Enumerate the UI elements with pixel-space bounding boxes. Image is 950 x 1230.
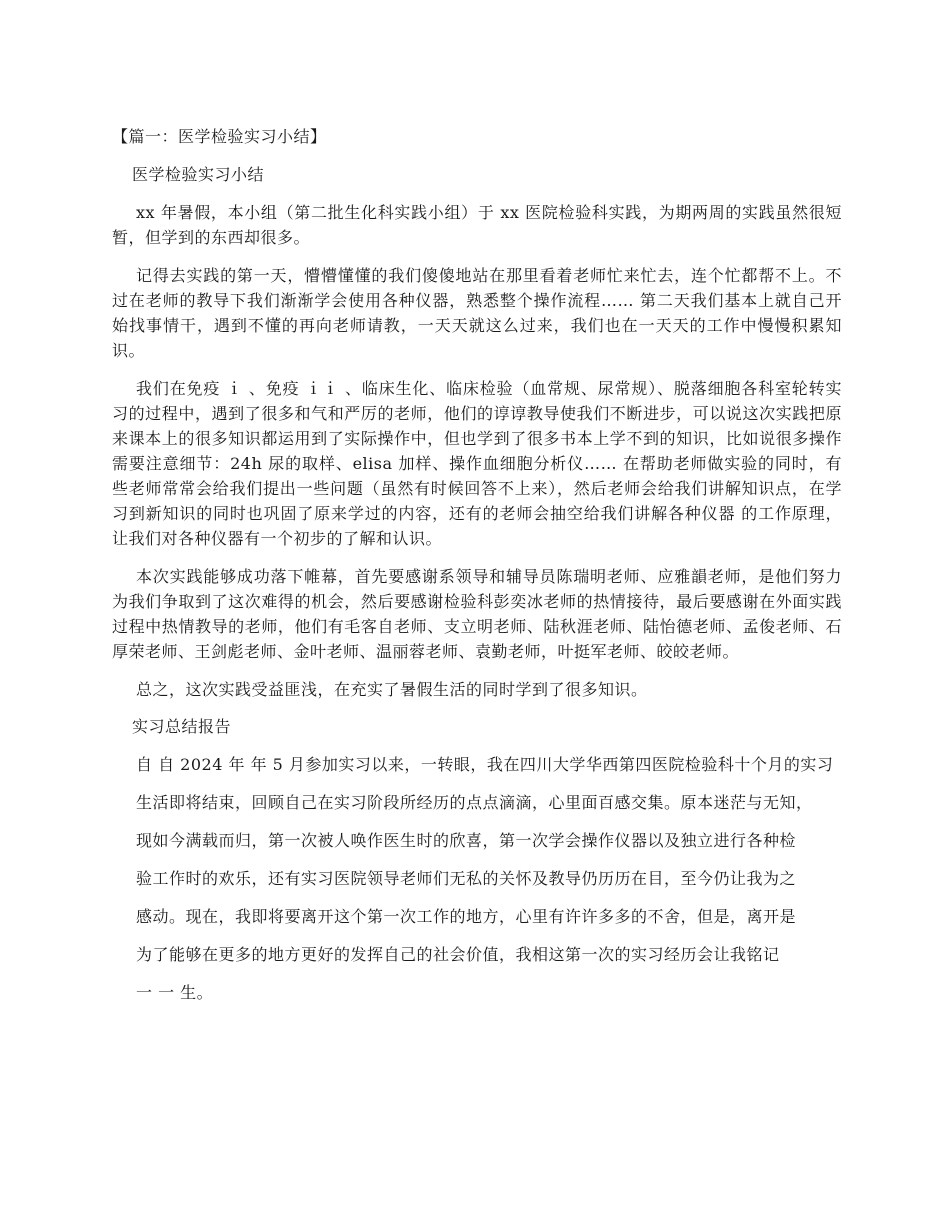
paragraph: 一 一 生。	[136, 983, 214, 1002]
paragraph: xx 年暑假，本小组（第二批生化科实践小组）于 xx 医院检验科实践，为期两周的实践虽然很短暂，但学到的东西却很多。	[112, 203, 842, 247]
paragraph: 本次实践能够成功落下帷幕，首先要感谢系领导和辅导员陈瑞明老师、应雅韻老师，是他们努力为我们争取到了这次难得的机会，然后要感谢检验科彭奕冰老师的热情接待，最后要感谢在外面实践过程中热情教导的老师，他们有毛客自老师、支立明老师、陆秋涯老师、陆怡德老师、孟俊老师、石厚荣老师、王剑彪老师、金叶老师、温丽蓉老师、袁勤老师，叶挺军老师、皎皎老师。	[112, 567, 842, 661]
paragraph: 我们在免疫 ｉ 、免疫 ｉｉ 、临床生化、临床检验（血常规、尿常规）、脱落细胞各科室轮转实习的过程中，遇到了很多和气和严厉的老师，他们的谆谆教导使我们不断进步，可以说这次实践把原来课本上的很多知识都运用到了实际操作中，但也学到了很多书本上学不到的知识，比如说很多操作需要注意细节：24h 尿的取样、elisa 加样、操作血细胞分析仪…… 在帮助老师做实验的同时，有些老师常常会给我们提出一些问题（虽然有时候回答不上来），然后老师会给我们讲解知识点，在学习到新知识的同时也巩固了原来学过的内容，还有的老师会抽空给我们讲解各种仪器 的工作原理，让我们对各种仪器有一个初步的了解和认识。	[112, 379, 842, 548]
section-heading: 【篇一：医学检验实习小结】	[112, 127, 327, 146]
paragraph: 为了能够在更多的地方更好的发挥自己的社会价值，我相这第一次的实习经历会让我铭记	[136, 945, 780, 964]
paragraph: 感动。现在，我即将要离开这个第一次工作的地方，心里有许许多多的不舍，但是，离开是	[136, 907, 797, 926]
paragraph: 自 自 2024 年 年 5 月参加实习以来，一转眼，我在四川大学华西第四医院检验科十个月的实习	[136, 755, 834, 774]
document-title: 医学检验实习小结	[132, 165, 265, 184]
report-title: 实习总结报告	[132, 717, 232, 736]
paragraph: 生活即将结束，回顾自己在实习阶段所经历的点点滴滴，心里面百感交集。原本迷茫与无知，	[136, 793, 813, 812]
paragraph: 验工作时的欢乐，还有实习医院领导老师们无私的关怀及教导仍历历在目，至今仍让我为之	[136, 869, 797, 888]
document-page	[112, 124, 842, 1018]
paragraph: 总之，这次实践受益匪浅，在充实了暑假生活的同时学到了很多知识。	[136, 680, 648, 699]
paragraph: 记得去实践的第一天，懵懵懂懂的我们傻傻地站在那里看着老师忙来忙去，连个忙都帮不上。不过在老师的教导下我们渐渐学会使用各种仪器，熟悉整个操作流程…… 第二天我们基本上就自己开始找事情干，遇到不懂的再向老师请教，一天天就这么过来，我们也在一天天的工作中慢慢积累知识。	[112, 266, 842, 360]
paragraph: 现如今满载而归，第一次被人唤作医生时的欣喜，第一次学会操作仪器以及独立进行各种检	[136, 831, 797, 850]
